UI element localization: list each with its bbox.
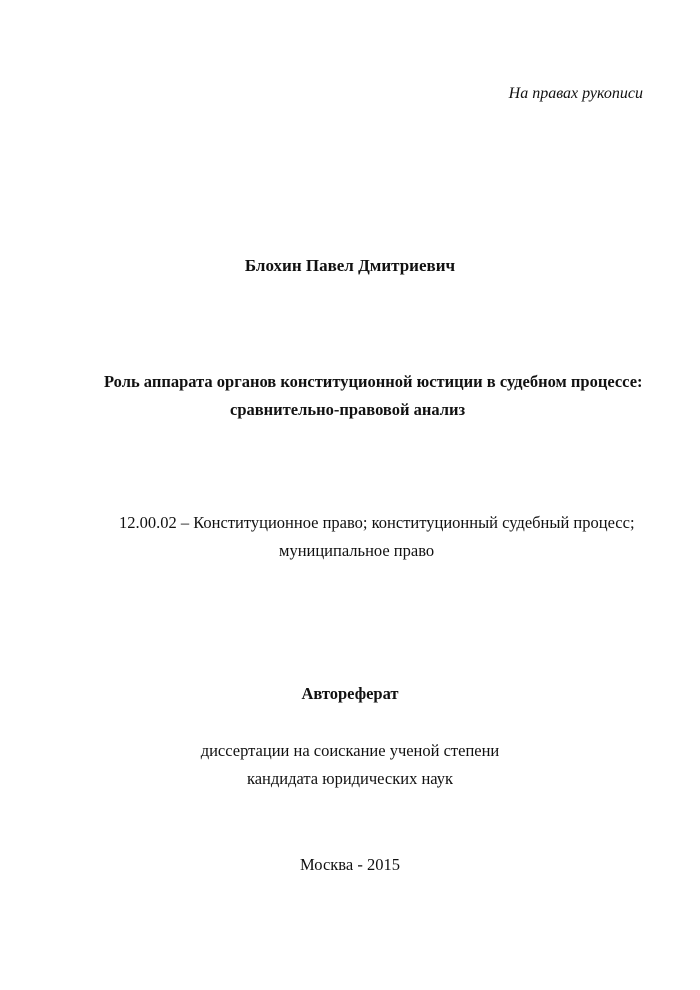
place-year: Москва - 2015 [300,855,400,874]
specialty-line-2: муниципальное право [279,541,435,560]
title-line-1: Роль аппарата органов конституционной юстиции в судебном процессе: [104,372,643,391]
title-line-2: сравнительно-правовой анализ [230,400,466,419]
document-type: Автореферат [301,684,399,703]
degree-line-2: кандидата юридических наук [246,769,454,788]
author-name: Блохин Павел Дмитриевич [244,256,456,275]
degree-line-1: диссертации на соискание ученой степени [200,741,500,760]
specialty-line-1: 12.00.02 – Конституционное право; конституционный судебный процесс; [119,513,635,532]
manuscript-note: На правах рукописи [508,85,643,102]
